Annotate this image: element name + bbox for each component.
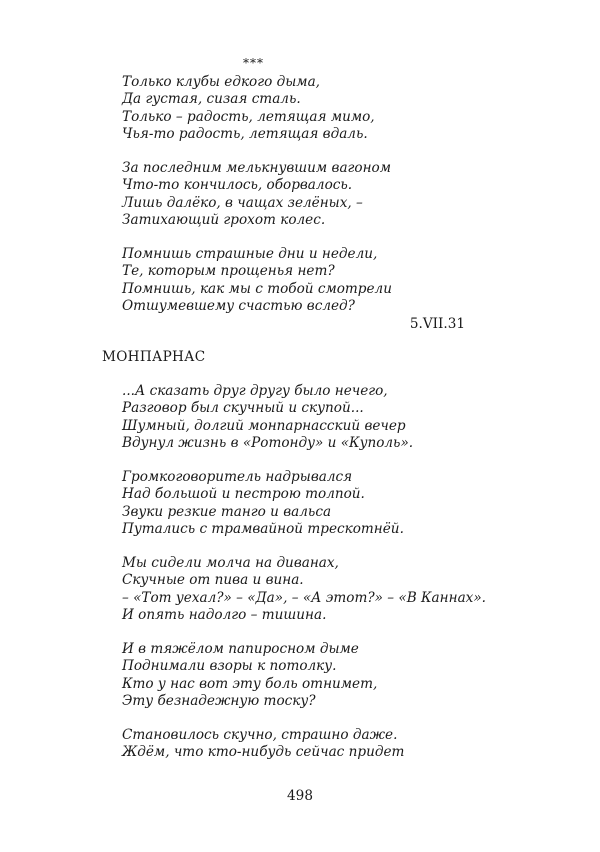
verse-line: Ждём, что кто-нибудь сейчас придет [122,744,405,761]
verse-line: Кто у нас вот эту боль отнимет, [122,675,378,692]
verse-line: Помнишь, как мы с тобой смотрели [122,280,392,297]
verse-line: Разговор был скучный и скупой... [122,400,364,417]
verse-line: – «Тот уехал?» – «Да», – «А этот?» – «В Каннах». [122,589,486,606]
verse-line: Шумный, долгий монпарнасский вечер [122,417,406,434]
verse-line: Те, которым прощенья нет? [122,263,335,280]
poem1-stanza-2 [122,160,502,230]
verse-line: Поднимали взоры к потолку. [122,658,337,675]
page-number: 498 [287,788,313,804]
poem2-stanza-3 [122,555,502,625]
verse-line: И опять надолго – тишина. [122,607,327,624]
poem1-stanza-3 [122,246,502,316]
poem2-stanza-1 [122,383,502,453]
verse-line: Помнишь страшные дни и недели, [122,246,378,262]
verse-line: ...А сказать друг другу было нечего, [122,383,388,399]
verse-line: Вдунул жизнь в «Ротонду» и «Куполь». [122,435,414,452]
verse-line: Громкоговоритель надрывался [122,469,353,485]
verse-line: Затихающий грохот колес. [122,212,326,229]
verse-line: Становилось скучно, страшно даже. [122,727,398,743]
verse-line: Путались с трамвайной трескотнёй. [122,521,404,538]
verse-line: Над большой и пестрою толпой. [122,486,365,503]
section-separator: *** [243,56,264,70]
verse-line: Звуки резкие танго и вальса [122,503,332,520]
poem1-stanza-1 [122,74,502,144]
poem2-stanza-5 [122,727,502,762]
verse-line: Эту безнадежную тоску? [122,693,316,710]
poem2-stanza-4 [122,641,502,711]
verse-line: Да густая, сизая сталь. [122,91,301,108]
verse-line: За последним мелькнувшим вагоном [122,160,392,176]
verse-line: Что-то кончилось, оборвалось. [122,177,353,194]
verse-line: Отшумевшему счастью вслед? [122,298,355,315]
verse-line: Чья-то радость, летящая вдаль. [122,126,368,143]
poem2-stanza-2 [122,469,502,539]
verse-line: И в тяжёлом папиросном дыме [122,641,359,657]
verse-line: Только клубы едкого дыма, [122,74,320,90]
verse-line: Скучные от пива и вина. [122,572,304,589]
verse-line: Мы сидели молча на диванах, [122,555,339,571]
poem-title: МОНПАРНАС [102,349,206,365]
poem-date: 5.VII.31 [409,316,465,332]
verse-line: Только – радость, летящая мимо, [122,108,375,125]
verse-line: Лишь далёко, в чащах зелёных, – [122,194,363,211]
